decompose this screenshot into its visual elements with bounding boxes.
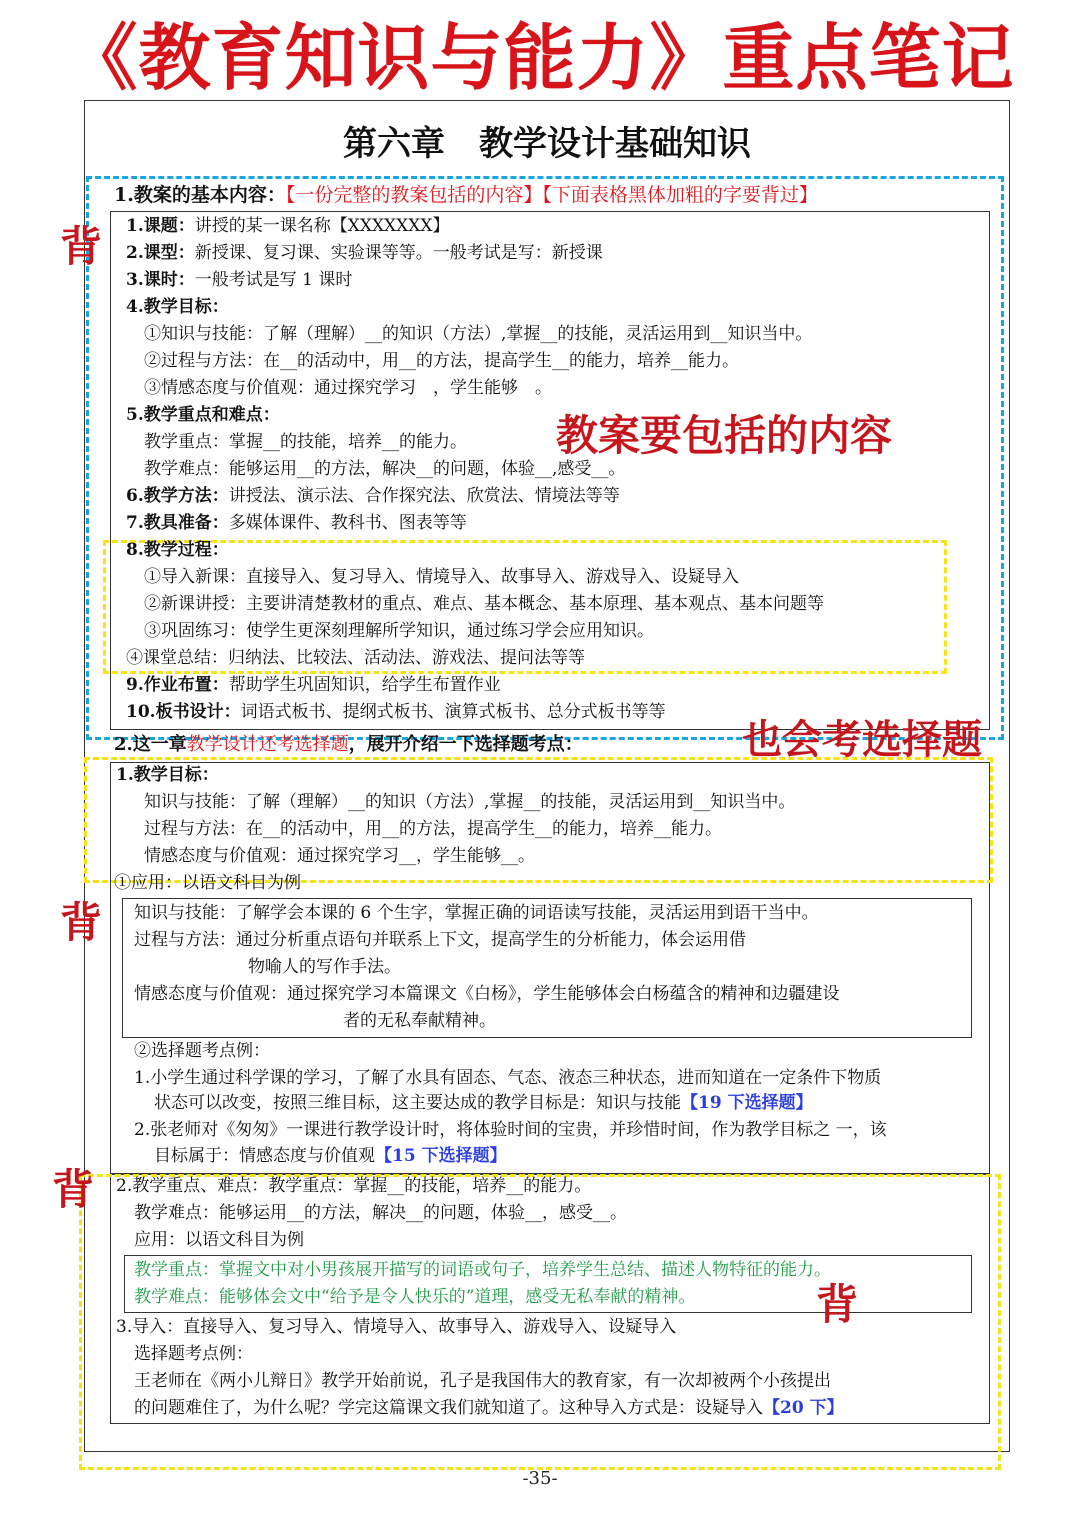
choice-question-annotation: 也会考选择题 <box>742 717 982 763</box>
section1-item <box>144 564 739 591</box>
item-text: 多媒体课件、教科书、图表等等 <box>228 513 467 533</box>
apply-line: 物喻人的写作手法。 <box>248 957 401 977</box>
item-text: 教学重点：掌握__的技能，培养__的能力。 <box>144 432 467 452</box>
item-text: ④课堂总结：归纳法、比较法、活动法、游戏法、提问法等等 <box>126 648 585 668</box>
page-number: -35- <box>522 1468 558 1489</box>
item-text: 一般考试是写 1 课时 <box>194 270 353 290</box>
item-label: 5.教学重点和难点： <box>126 405 280 425</box>
item-label: 6.教学方法： <box>126 486 229 506</box>
memorize-mark: 背 <box>60 222 103 271</box>
item-text: ②过程与方法：在__的活动中，用__的方法，提高学生__的能力，培养__能力。 <box>144 351 739 371</box>
intro-methods-line: 3.导入：直接导入、复习导入、情境导入、故事导入、游戏导入、设疑导入 <box>116 1317 677 1337</box>
item-text: 词语式板书、提纲式板书、演算式板书、总分式板书等等 <box>240 702 666 722</box>
goal-line: 知识与技能：了解（理解）__的知识（方法）,掌握__的技能，灵活运用到__知识当中。 <box>144 792 796 812</box>
item-label: 1.课题： <box>126 216 195 236</box>
example-line: 的问题难住了，为什么呢？学完这篇课文我们就知道了。这种导入方式是：设疑导入【20 下】 <box>134 1398 844 1418</box>
item-text: 教学难点：能够运用__的方法，解决__的问题，体验__,感受__。 <box>144 459 626 479</box>
section1-item <box>144 375 552 402</box>
item-text: ③巩固练习：使学生更深刻理解所学知识，通过练习学会应用知识。 <box>144 621 654 641</box>
item-text: ②新课讲授：主要讲清楚教材的重点、难点、基本概念、基本原理、基本观点、基本问题等 <box>144 594 824 614</box>
item-text: 讲授法、演示法、合作探究法、欣赏法、情境法等等 <box>228 486 620 506</box>
section1-item <box>126 240 603 267</box>
section1-item <box>126 267 352 294</box>
page-title: 《教育知识与能力》重点笔记 <box>65 16 1015 100</box>
item-label: 4.教学目标： <box>126 297 229 317</box>
examples-title: 选择题考点例： <box>134 1344 253 1364</box>
section1-item <box>126 510 467 537</box>
item-text: 新授课、复习课、实验课等等。一般考试是写：新授课 <box>194 243 603 263</box>
examples-title: ②选择题考点例： <box>134 1041 270 1061</box>
section1-item <box>144 429 467 456</box>
exam-tag: 【15 下选择题】 <box>375 1146 507 1166</box>
item-label: 3.课时： <box>126 270 195 290</box>
section1-item <box>126 402 280 429</box>
section1-item <box>144 591 824 618</box>
apply-title: ①应用：以语文科目为例 <box>114 873 301 893</box>
section1-item <box>126 672 501 699</box>
section1-item <box>144 348 739 375</box>
green-key-point: 教学重点：掌握文中对小男孩展开描写的词语或句子，培养学生总结、描述人物特征的能力。 <box>134 1260 831 1280</box>
goal-line: 过程与方法：在__的活动中，用__的方法，提高学生__的能力，培养__能力。 <box>144 819 722 839</box>
example2-line1: 2.张老师对《匆匆》一课进行教学设计时，将体验时间的宝贵，并珍惜时间，作为教学目标之 一，该 <box>134 1120 887 1140</box>
section1-heading: 1.教案的基本内容：【一份完整的教案包括的内容】【下面表格黑体加粗的字要背过】 <box>114 184 818 206</box>
section2-heading: 2.这一章教学设计还考选择题，展开介绍一下选择题考点： <box>114 734 583 755</box>
memorize-mark: 背 <box>52 1165 95 1214</box>
apply-line: 情感态度与价值观：通过探究学习本篇课文《白杨》，学生能够体会白杨蕴含的精神和边疆建设 <box>134 984 840 1004</box>
key-points-line: 2.教学重点、难点：教学重点：掌握__的技能，培养__的能力。 <box>116 1176 592 1196</box>
section1-item <box>144 618 654 645</box>
exam-tag: 【20 下】 <box>763 1398 844 1418</box>
item-label: 2.课型： <box>126 243 195 263</box>
chapter-title: 第六章 教学设计基础知识 <box>343 124 751 164</box>
exam-tag: 【19 下选择题】 <box>681 1093 813 1113</box>
section1-item <box>126 483 620 510</box>
item-text: 讲授的某一课名称【XXXXXXX】 <box>194 216 450 236</box>
item-text: 帮助学生巩固知识，给学生布置作业 <box>228 675 501 695</box>
example1-line2: 状态可以改变，按照三维目标，这主要达成的教学目标是：知识与技能【19 下选择题】 <box>154 1093 813 1113</box>
lesson-plan-annotation: 教案要包括的内容 <box>556 411 893 460</box>
item-text: ③情感态度与价值观：通过探究学习 ，学生能够 。 <box>144 378 552 398</box>
section1-item <box>126 645 585 672</box>
section1-item <box>126 213 449 240</box>
memorize-mark: 背 <box>60 898 103 947</box>
memorize-mark: 背 <box>816 1280 859 1329</box>
section1-item <box>126 699 666 726</box>
item-label: 8.教学过程： <box>126 540 229 560</box>
apply-line: 应用：以语文科目为例 <box>134 1230 304 1250</box>
section1-item <box>144 456 625 483</box>
item-text: ①知识与技能：了解（理解）__的知识（方法）,掌握__的技能，灵活运用到__知识当中。 <box>144 324 813 344</box>
section1-item <box>126 537 229 564</box>
goals-title: 1.教学目标： <box>116 765 219 785</box>
example1-line1: 1.小学生通过科学课的学习，了解了水具有固态、气态、液态三种状态，进而知道在一定条件下物质 <box>134 1068 882 1088</box>
apply-line: 者的无私奉献精神。 <box>343 1011 496 1031</box>
item-label: 9.作业布置： <box>126 675 229 695</box>
difficulty-line: 教学难点：能够运用__的方法，解决__的问题，体验__，感受__。 <box>134 1203 627 1223</box>
example2-line2: 目标属于：情感态度与价值观【15 下选择题】 <box>154 1146 507 1166</box>
green-difficulty: 教学难点：能够体会文中“给予是令人快乐的”道理，感受无私奉献的精神。 <box>134 1287 696 1307</box>
item-label: 7.教具准备： <box>126 513 229 533</box>
item-text: ①导入新课：直接导入、复习导入、情境导入、故事导入、游戏导入、设疑导入 <box>144 567 739 587</box>
section1-item <box>126 294 229 321</box>
apply-line: 过程与方法：通过分析重点语句并联系上下文，提高学生的分析能力，体会运用借 <box>134 930 746 950</box>
goal-line: 情感态度与价值观：通过探究学习__，学生能够__。 <box>144 846 535 866</box>
example-line: 王老师在《两小儿辩日》教学开始前说，孔子是我国伟大的教育家，有一次却被两个小孩提出 <box>134 1371 831 1391</box>
section1-item <box>144 321 812 348</box>
item-label: 10.板书设计： <box>126 702 241 722</box>
apply-line: 知识与技能：了解学会本课的 6 个生字，掌握正确的词语读写技能，灵活运用到语干当中。 <box>134 903 819 923</box>
